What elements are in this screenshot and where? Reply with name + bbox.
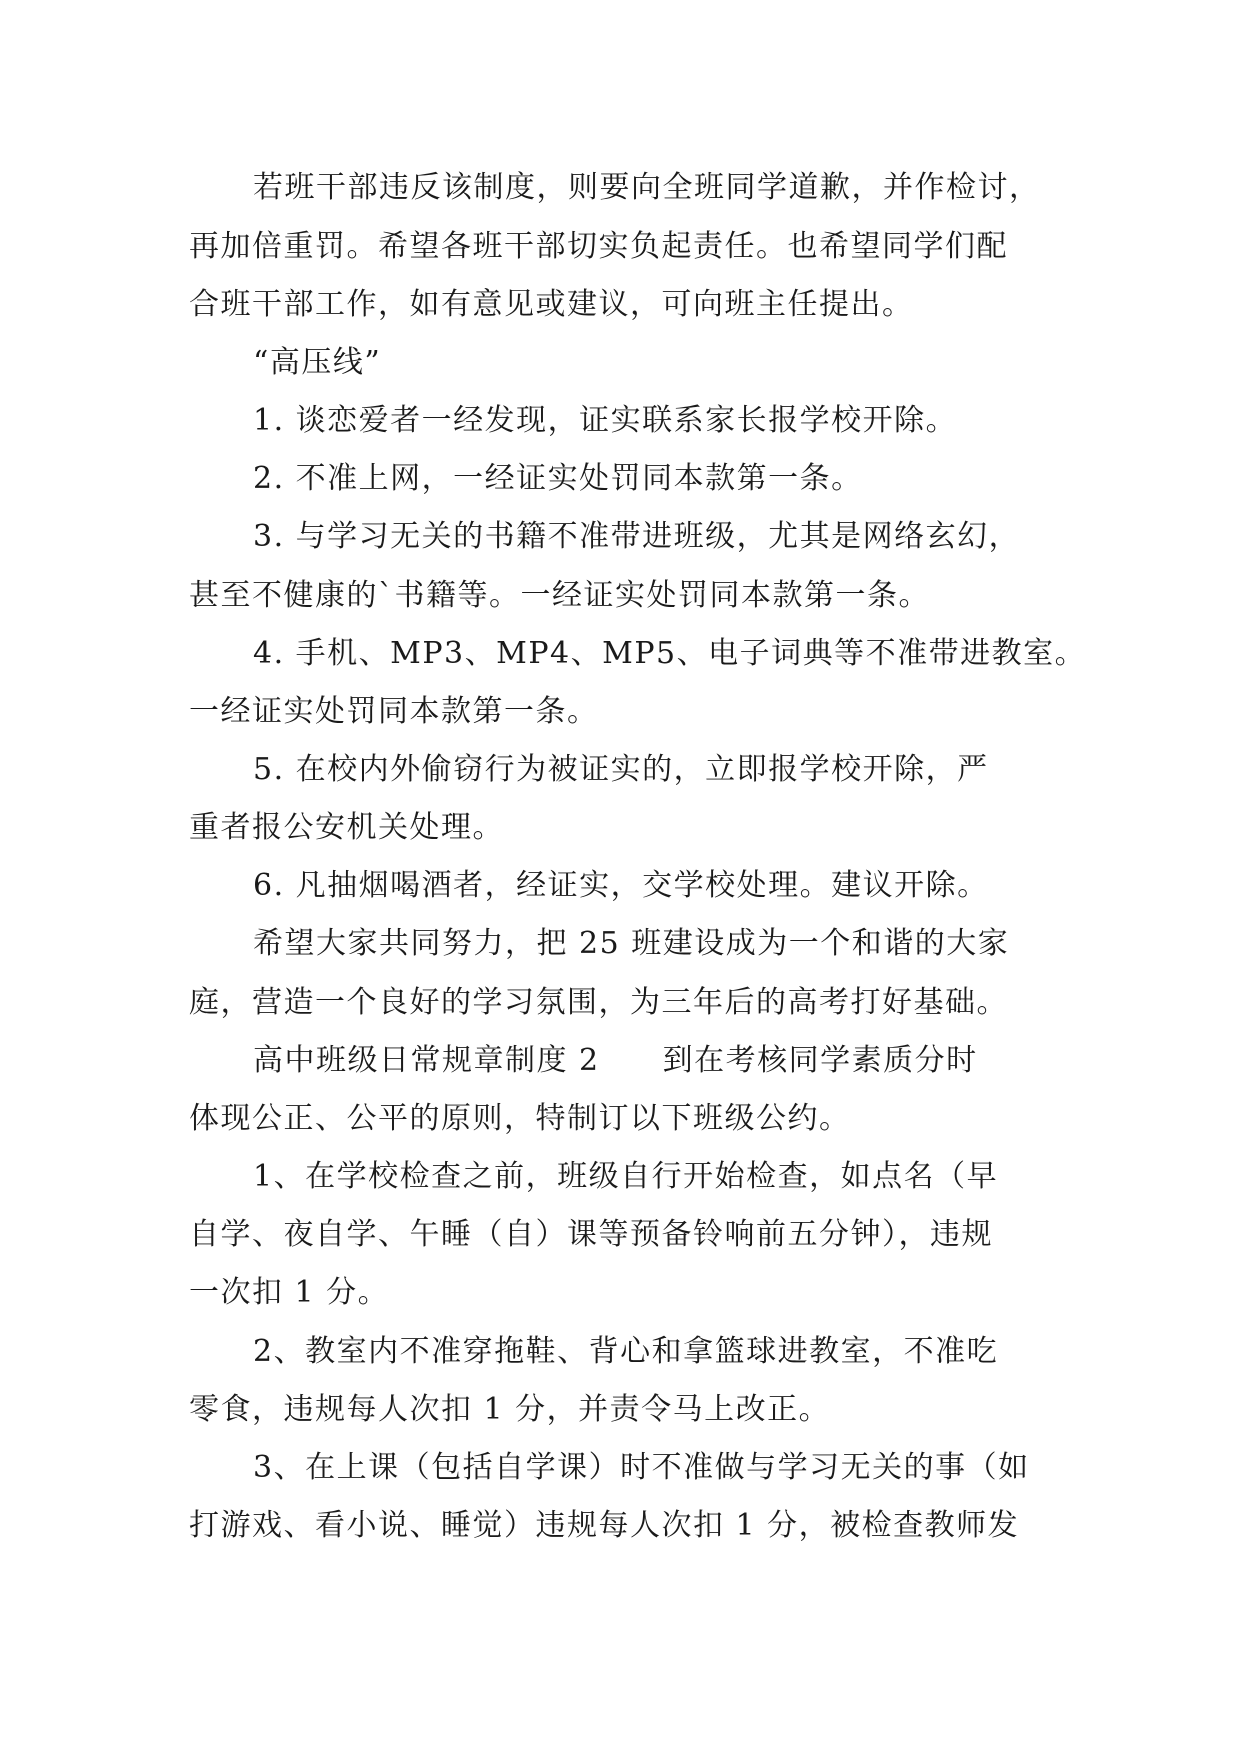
text-line: 打游戏、看小说、睡觉）违规每人次扣 1 分，被检查教师发	[189, 1508, 1020, 1543]
section-heading: “高压线”	[253, 345, 382, 380]
list-item: 5. 在校内外偷窃行为被证实的，立即报学校开除，严	[253, 752, 989, 787]
text-line: 自学、夜自学、午睡（自）课等预备铃响前五分钟），违规	[189, 1217, 993, 1252]
list-item: 2. 不准上网，一经证实处罚同本款第一条。	[253, 461, 863, 496]
text-line: 零食，违规每人次扣 1 分，并责令马上改正。	[189, 1392, 831, 1427]
text-line: 庭，营造一个良好的学习氛围，为三年后的高考打好基础。	[189, 985, 1008, 1020]
text-line: 一经证实处罚同本款第一条。	[189, 694, 599, 729]
text-line: 合班干部工作，如有意见或建议，可向班主任提出。	[189, 287, 914, 322]
text-line: 一次扣 1 分。	[189, 1275, 390, 1310]
list-item: 1. 谈恋爱者一经发现，证实联系家长报学校开除。	[253, 403, 958, 438]
text-line: 希望大家共同努力，把 25 班建设成为一个和谐的大家	[253, 926, 1010, 961]
list-item: 4. 手机、MP3、MP4、MP5、电子词典等不准带进教室。	[253, 636, 1087, 671]
list-item: 3. 与学习无关的书籍不准带进班级，尤其是网络玄幻，	[253, 519, 1021, 554]
list-item: 1、在学校检查之前，班级自行开始检查，如点名（早	[253, 1159, 999, 1194]
list-item: 3、在上课（包括自学课）时不准做与学习无关的事（如	[253, 1450, 1030, 1485]
text-line: 高中班级日常规章制度 2 到在考核同学素质分时	[253, 1043, 978, 1078]
text-line: 若班干部违反该制度，则要向全班同学道歉，并作检讨，	[253, 170, 1041, 205]
list-item: 2、教室内不准穿拖鞋、背心和拿篮球进教室，不准吃	[253, 1334, 999, 1369]
text-line: 甚至不健康的`书籍等。一经证实处罚同本款第一条。	[189, 578, 930, 613]
text-line: 再加倍重罚。希望各班干部切实负起责任。也希望同学们配	[189, 229, 1008, 264]
text-line: 重者报公安机关处理。	[189, 810, 504, 845]
list-item: 6. 凡抽烟喝酒者，经证实，交学校处理。建议开除。	[253, 868, 989, 903]
text-line: 体现公正、公平的原则，特制订以下班级公约。	[189, 1101, 851, 1136]
